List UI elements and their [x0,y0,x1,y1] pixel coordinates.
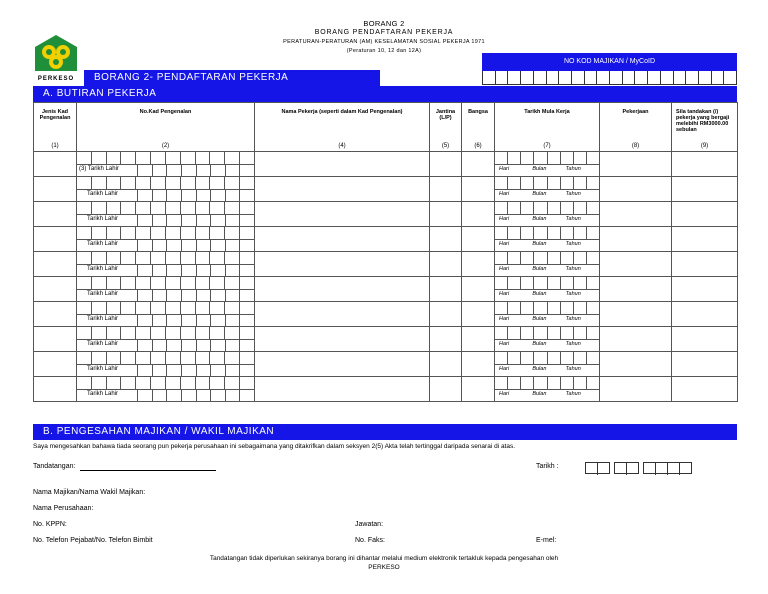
date-part-label: Hari [499,391,510,397]
column-header-label: Jenis Kad Pengenalan [39,109,71,121]
dob-label: Tarikh Lahir [87,266,119,272]
name-cell[interactable] [255,352,430,377]
date-part-label: Bulan [532,366,547,372]
start-date-cell[interactable] [495,252,600,277]
dob-label: Tarikh Lahir [87,191,119,197]
occupation-cell[interactable] [600,327,672,352]
ic-number-cell[interactable] [77,202,255,227]
salary-check-cell[interactable] [672,202,738,227]
column-header-label: Tarikh Mula Kerja [524,109,570,115]
table-row [34,202,738,227]
race-cell[interactable] [462,377,495,402]
table-row [34,227,738,252]
salary-check-cell[interactable] [672,302,738,327]
employee-table [33,102,738,402]
id-type-cell[interactable] [34,202,77,227]
occupation-cell[interactable] [600,302,672,327]
date-part-label: Tahun [565,291,581,297]
date-part-label: Bulan [532,391,547,397]
signature-label: Tandatangan: [33,463,76,470]
ic-number-cell[interactable] [77,177,255,202]
name-cell[interactable] [255,252,430,277]
salary-check-cell[interactable] [672,177,738,202]
phone-label: No. Telefon Pejabat/No. Telefon Bimbit [33,537,153,544]
date-part-label: Hari [499,166,510,172]
table-row [34,252,738,277]
employer-name-label: Nama Majikan/Nama Wakil Majikan: [33,489,146,496]
id-type-cell[interactable] [34,352,77,377]
gender-cell[interactable] [430,202,462,227]
id-type-cell[interactable] [34,277,77,302]
date-part-label: Bulan [532,341,547,347]
column-header-label: Sila tandakan (/) pekerja yang bergaji melebihi RM3000.00 sebulan [676,109,730,133]
column-header-number: (6) [474,143,482,149]
name-cell[interactable] [255,177,430,202]
date-label: Tarikh : [536,463,559,470]
form-number: BORANG 2 [363,19,405,28]
employer-code-label: NO KOD MAJIKAN / MyCoID [482,53,737,71]
section-a-header: A. BUTIRAN PEKERJA [33,86,737,102]
position-label: Jawatan: [355,521,384,528]
ic-number-cell[interactable] [77,152,255,177]
occupation-cell[interactable] [600,377,672,402]
date-part-label: Hari [499,316,510,322]
salary-check-cell[interactable] [672,377,738,402]
signature-line[interactable] [80,470,216,471]
dob-label: Tarikh Lahir [87,316,119,322]
ic-number-cell[interactable] [77,277,255,302]
logo-text: PERKESO [37,76,75,82]
date-part-label: Bulan [532,266,547,272]
dob-label: Tarikh Lahir [87,216,119,222]
occupation-cell[interactable] [600,252,672,277]
column-header-number: (2) [161,143,170,149]
dob-label: Tarikh Lahir [87,291,119,297]
column-header-label: Bangsa [468,109,488,115]
column-header-number: (4) [338,143,346,149]
occupation-cell[interactable] [600,277,672,302]
salary-check-cell[interactable] [672,327,738,352]
id-type-cell[interactable] [34,377,77,402]
id-type-cell[interactable] [34,177,77,202]
table-row [34,152,738,177]
dob-label: Tarikh Lahir [87,241,119,247]
race-cell[interactable] [462,352,495,377]
perkeso-logo [34,34,78,80]
start-date-cell[interactable] [495,202,600,227]
name-cell[interactable] [255,327,430,352]
column-header-number: (5) [441,143,450,149]
date-part-label: Bulan [532,316,547,322]
date-part-label: Tahun [565,366,581,372]
id-type-cell[interactable] [34,152,77,177]
footer-perkeso: PERKESO [368,564,400,571]
race-cell[interactable] [462,277,495,302]
table-row [34,377,738,402]
id-type-cell[interactable] [34,327,77,352]
column-header-label: No.Kad Pengenalan [139,109,192,115]
regulation-sub: (Peraturan 10, 12 dan 12A) [346,48,422,54]
start-date-cell[interactable] [495,377,600,402]
kppn-label: No. KPPN: [33,521,67,528]
table-row [34,277,738,302]
occupation-cell[interactable] [600,227,672,252]
table-row [34,352,738,377]
date-part-label: Bulan [532,291,547,297]
salary-check-cell[interactable] [672,277,738,302]
column-header-number: (1) [51,143,59,149]
table-row [34,327,738,352]
column-header [600,103,672,152]
date-part-label: Hari [499,216,510,222]
dob-label: Tarikh Lahir [87,341,119,347]
start-date-cell[interactable] [495,352,600,377]
race-cell[interactable] [462,302,495,327]
name-cell[interactable] [255,227,430,252]
name-cell[interactable] [255,152,430,177]
race-cell[interactable] [462,152,495,177]
name-cell[interactable] [255,302,430,327]
date-part-label: Tahun [565,166,581,172]
id-type-cell[interactable] [34,302,77,327]
date-part-label: Hari [499,341,510,347]
id-type-cell[interactable] [34,252,77,277]
gender-cell[interactable] [430,302,462,327]
date-part-label: Tahun [565,266,581,272]
gender-cell[interactable] [430,327,462,352]
date-part-label: Hari [499,366,510,372]
id-type-cell[interactable] [34,227,77,252]
start-date-cell[interactable] [495,227,600,252]
column-header [430,103,462,152]
occupation-cell[interactable] [600,152,672,177]
declaration-text: Saya mengesahkan bahawa tiada seorang pun pekerja perusahaan ini sebagaimana yang ditakrifkan dalam seksyen 2(5) Akta telah tertinggal daripada senarai di atas. [33,443,516,450]
name-cell[interactable] [255,377,430,402]
form-banner: BORANG 2- PENDAFTARAN PEKERJA [84,70,380,86]
column-header-label: Jantina (L/P) [435,109,456,121]
gender-cell[interactable] [430,177,462,202]
date-part-label: Bulan [532,216,547,222]
date-part-label: Tahun [565,316,581,322]
date-part-label: Tahun [565,216,581,222]
ic-number-cell[interactable] [77,302,255,327]
date-part-label: Bulan [532,191,547,197]
table-row [34,177,738,202]
date-part-label: Bulan [532,241,547,247]
column-header [672,103,738,152]
ic-number-cell[interactable] [77,327,255,352]
column-header [34,103,77,152]
date-part-label: Tahun [565,391,581,397]
race-cell[interactable] [462,252,495,277]
date-part-label: Hari [499,266,510,272]
column-header [462,103,495,152]
table-header-row [34,103,738,152]
ic-number-cell[interactable] [77,377,255,402]
dob-label: Tarikh Lahir [87,366,119,372]
race-cell[interactable] [462,202,495,227]
regulation-text: PERATURAN-PERATURAN (AM) KESELAMATAN SOSIAL PEKERJA 1971 [283,39,485,45]
ic-number-cell[interactable] [77,352,255,377]
start-date-cell[interactable] [495,152,600,177]
start-date-cell[interactable] [495,277,600,302]
column-header [77,103,255,152]
date-part-label: Tahun [565,241,581,247]
salary-check-cell[interactable] [672,152,738,177]
section-b-header: B. PENGESAHAN MAJIKAN / WAKIL MAJIKAN [33,424,737,440]
perkeso-logo-icon [34,34,78,72]
salary-check-cell[interactable] [672,252,738,277]
date-part-label: Hari [499,241,510,247]
footer-note: Tandatangan tidak diperlukan sekiranya borang ini dihantar melalui medium elektronik tertakluk kepada pengesahan oleh [209,555,559,562]
occupation-cell[interactable] [600,177,672,202]
date-part-label: Hari [499,291,510,297]
column-header [255,103,430,152]
ic-number-cell[interactable] [77,227,255,252]
date-part-label: Tahun [565,341,581,347]
occupation-cell[interactable] [600,202,672,227]
dob-label: (3) Tarikh Lahir [79,166,119,172]
start-date-cell[interactable] [495,177,600,202]
ic-number-cell[interactable] [77,252,255,277]
column-header-label: Nama Pekerja (seperti dalam Kad Pengenalan) [281,109,403,115]
date-part-label: Tahun [565,191,581,197]
employer-code-boxes[interactable] [482,71,737,85]
gender-cell[interactable] [430,377,462,402]
column-header-number: (8) [631,143,640,149]
name-cell[interactable] [255,277,430,302]
race-cell[interactable] [462,227,495,252]
gender-cell[interactable] [430,277,462,302]
date-boxes[interactable] [585,462,692,474]
date-part-label: Bulan [532,166,547,172]
race-cell[interactable] [462,177,495,202]
column-header-label: Pekerjaan [622,109,649,115]
start-date-cell[interactable] [495,327,600,352]
occupation-cell[interactable] [600,352,672,377]
email-label: E-mel: [536,537,557,544]
column-header-number: (7) [543,143,551,149]
table-row [34,302,738,327]
column-header-number: (9) [700,143,709,149]
form-title: BORANG PENDAFTARAN PEKERJA [314,29,454,36]
company-name-label: Nama Perusahaan: [33,505,94,512]
date-part-label: Hari [499,191,510,197]
gender-cell[interactable] [430,152,462,177]
name-cell[interactable] [255,202,430,227]
gender-cell[interactable] [430,227,462,252]
salary-check-cell[interactable] [672,352,738,377]
fax-label: No. Faks: [355,537,385,544]
start-date-cell[interactable] [495,302,600,327]
gender-cell[interactable] [430,352,462,377]
race-cell[interactable] [462,327,495,352]
salary-check-cell[interactable] [672,227,738,252]
dob-label: Tarikh Lahir [87,391,119,397]
gender-cell[interactable] [430,252,462,277]
column-header [495,103,600,152]
